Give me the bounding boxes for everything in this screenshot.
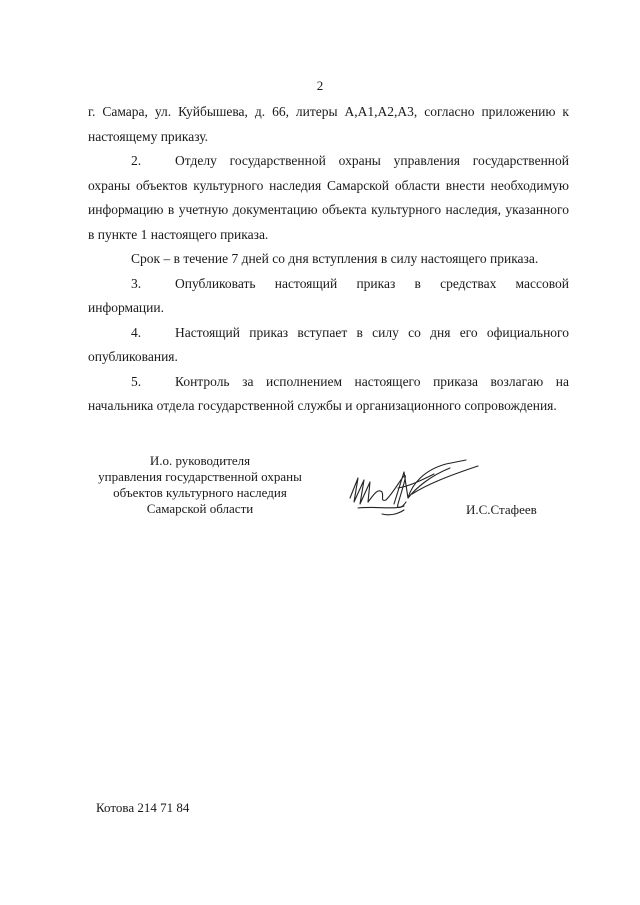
item-text: Контроль за исполнением настоящего приказа возлагаю на начальника отдела государственной службы и организационного сопровождения. <box>88 373 569 413</box>
signatory-title-line: И.о. руководителя <box>149 453 251 468</box>
signatory-title-line: Самарской области <box>146 501 254 516</box>
document-body <box>88 100 569 419</box>
paragraph-item-2 <box>88 149 569 247</box>
item-number: 3. <box>131 275 142 291</box>
item-number: 2. <box>131 153 142 168</box>
signatory-title-block <box>80 453 320 517</box>
paragraph-deadline: Срок – в течение 7 дней со дня вступления в силу настоящего приказа. <box>131 251 539 266</box>
item-text: Опубликовать настоящий приказ в средствах массовой информации. <box>88 275 569 315</box>
item-number: 5. <box>131 373 142 389</box>
signatory-title-line: управления государственной охраны <box>98 469 302 484</box>
executor-contact: Котова 214 71 84 <box>96 800 190 815</box>
paragraph-address: г. Самара, ул. Куйбышева, д. 66, литеры А,А1,А2,А3, согласно приложению к настоящему приказу. <box>88 104 569 144</box>
item-text: Настоящий приказ вступает в силу со дня его официального опубликования. <box>88 324 569 364</box>
item-number: 4. <box>131 324 142 340</box>
paragraph-item-5 <box>88 370 569 419</box>
paragraph-item-3 <box>88 272 569 321</box>
page-number: 2 <box>316 78 324 93</box>
paragraph-item-4 <box>88 321 569 370</box>
item-text: Отделу государственной охраны управления государственной охраны объектов культурного наследия Самарской области внести необходимую информацию в учетную документацию объекта культурного наследия, указанного в пункте 1 настоящего приказа. <box>88 153 569 242</box>
signatory-title-line: объектов культурного наследия <box>113 485 287 500</box>
signer-name: И.С.Стафеев <box>466 502 537 517</box>
